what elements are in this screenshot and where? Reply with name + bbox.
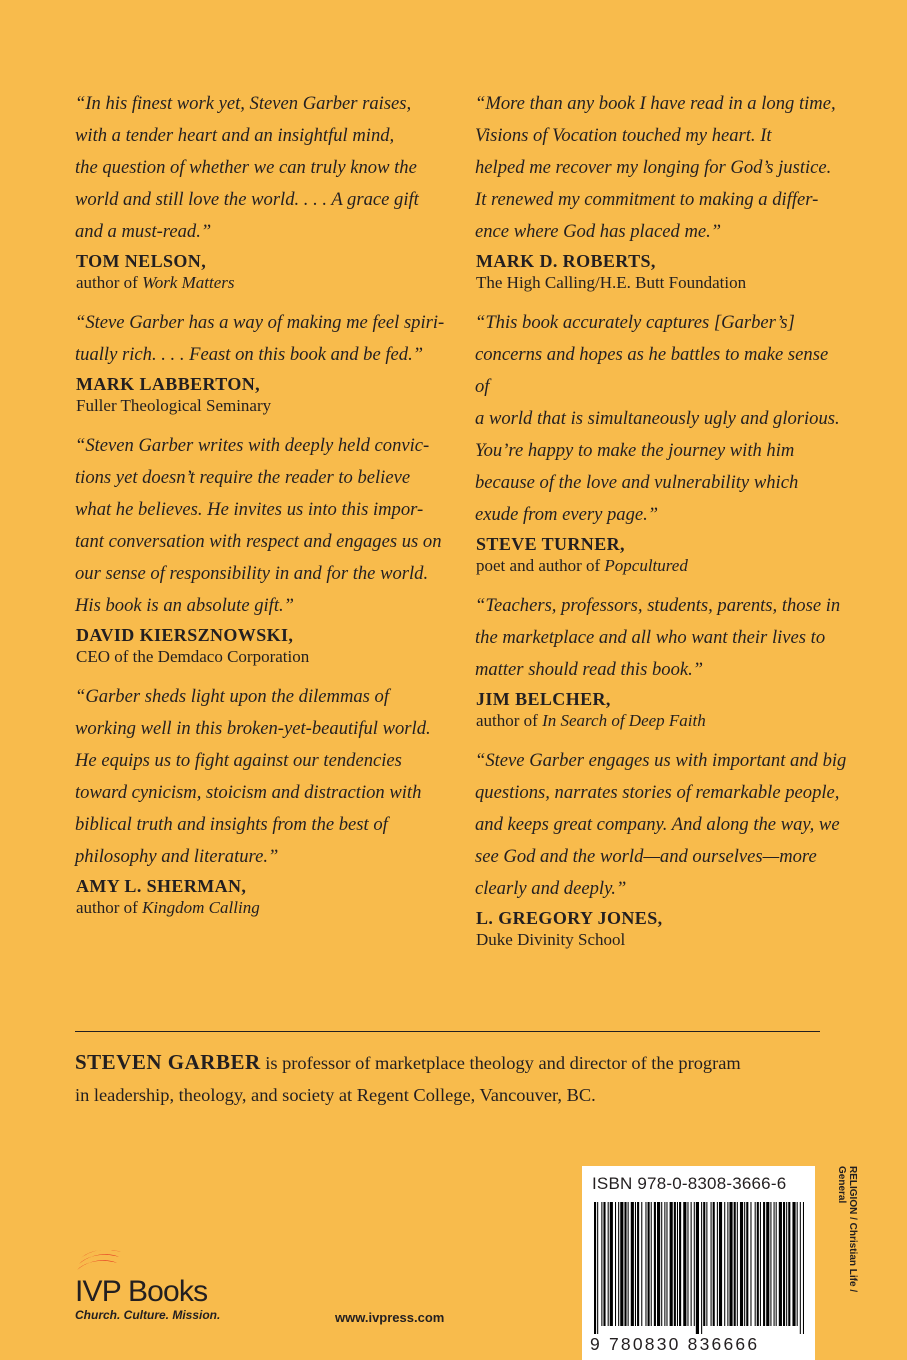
barcode-bar: [615, 1202, 616, 1326]
quote-line: “Steve Garber has a way of making me feel spiri-: [75, 312, 445, 333]
quote-line: His book is an absolute gift.”: [75, 595, 295, 616]
affiliation-book-title: In Search of Deep Faith: [542, 711, 706, 730]
barcode-bar: [774, 1202, 775, 1326]
category-label: [836, 1166, 858, 1292]
barcode-bar: [729, 1202, 732, 1326]
endorsement-quote: [75, 88, 447, 248]
barcode-bar: [674, 1202, 676, 1326]
barcode-bar: [618, 1202, 619, 1326]
barcode-bar: [740, 1202, 743, 1326]
quote-line: our sense of responsibility in and for the world.: [75, 563, 429, 584]
endorser-name: TOM NELSON,: [76, 251, 207, 271]
barcode-bar: [637, 1202, 639, 1326]
blurbs-right-column: [475, 88, 847, 964]
endorser-name: JIM BELCHER,: [476, 689, 611, 709]
endorsement-quote: [475, 88, 847, 248]
endorser-affiliation: [75, 897, 447, 918]
ean-number: 9 780830 836666: [590, 1334, 760, 1354]
publisher-logo: [75, 1250, 220, 1322]
barcode-bar: [750, 1202, 751, 1326]
barcode-bar: [713, 1202, 715, 1326]
barcode-bar: [608, 1202, 609, 1326]
endorser-name: MARK LABBERTON,: [76, 374, 261, 394]
barcode-bar: [803, 1202, 804, 1334]
author-name: STEVEN GARBER: [75, 1050, 261, 1074]
affiliation-text: author of: [76, 898, 143, 917]
author-bio: [75, 1046, 835, 1111]
endorsement: [75, 681, 447, 918]
quote-line: and a must-read.”: [75, 221, 212, 242]
quote-line: questions, narrates stories of remarkable people,: [475, 782, 840, 803]
publisher-name: IVP Books: [75, 1275, 208, 1308]
quote-line: “This book accurately captures [Garber’s]: [475, 312, 795, 333]
barcode-bar: [683, 1202, 686, 1326]
quote-line: It renewed my commitment to making a differ-: [475, 189, 819, 210]
barcode-bar: [788, 1202, 790, 1326]
quote-line: the marketplace and all who want their lives to: [475, 627, 826, 648]
barcode-panel: [582, 1166, 815, 1360]
affiliation-text: Fuller Theological Seminary: [76, 396, 272, 415]
endorsement-quote: [75, 307, 447, 371]
endorsement: [475, 590, 847, 731]
barcode-bar: [746, 1202, 748, 1326]
endorser-name: AMY L. SHERMAN,: [76, 876, 247, 896]
endorser-affiliation: [75, 272, 447, 293]
affiliation-text: CEO of the Demdaco Corporation: [76, 647, 310, 666]
barcode-bar: [628, 1202, 629, 1326]
quote-line: and keeps great company. And along the way, we: [475, 814, 840, 835]
blurbs-left-column: [75, 88, 447, 932]
barcode-bar: [694, 1202, 695, 1326]
quote-line: because of the love and vulnerability which: [475, 472, 799, 493]
affiliation-text: Duke Divinity School: [476, 930, 626, 949]
barcode-bar: [766, 1202, 769, 1326]
endorser-affiliation: [475, 710, 847, 731]
barcode-bar: [776, 1202, 777, 1326]
quote-line: tant conversation with respect and engages us on: [75, 531, 442, 552]
affiliation-book-title: Work Matters: [142, 273, 235, 292]
barcode-bar: [786, 1202, 787, 1326]
affiliation-book-title: Kingdom Calling: [142, 898, 260, 917]
bio-text-line2: in leadership, theology, and society at Regent College, Vancouver, BC.: [75, 1085, 596, 1105]
barcode-bar: [597, 1202, 598, 1334]
quote-line: see God and the world—and ourselves—more: [475, 846, 817, 867]
quote-line: clearly and deeply.”: [475, 878, 627, 899]
barcode-bar: [610, 1202, 613, 1326]
barcode-bar: [687, 1202, 688, 1326]
barcode-bar: [792, 1202, 795, 1326]
barcode-bar: [711, 1202, 712, 1326]
barcode-bar: [760, 1202, 761, 1326]
quote-line: Visions of Vocation touched my heart. It: [475, 125, 772, 146]
barcode-bar: [691, 1202, 692, 1326]
quote-line: philosophy and literature.”: [75, 846, 279, 867]
affiliation-text: author of: [476, 711, 543, 730]
barcode-bar: [645, 1202, 646, 1326]
barcode-bar: [706, 1202, 707, 1326]
quote-line: what he believes. He invites us into this impor-: [75, 499, 424, 520]
barcode-bar: [666, 1202, 667, 1326]
quote-line: matter should read this book.”: [475, 659, 704, 680]
endorsement: [475, 745, 847, 950]
endorser-name: L. GREGORY JONES,: [476, 908, 663, 928]
quote-line: with a tender heart and an insightful mind,: [75, 125, 395, 146]
bio-text-line1: is professor of marketplace theology and director of the program: [260, 1053, 741, 1073]
barcode-bar: [594, 1202, 596, 1334]
isbn-label: ISBN 978-0-8308-3666-6: [592, 1174, 787, 1193]
quote-line: helped me recover my longing for God’s justice.: [475, 157, 832, 178]
ivp-flame-icon: [75, 1250, 131, 1274]
barcode-bar: [635, 1202, 636, 1326]
barcode-bar: [620, 1202, 623, 1326]
endorser-affiliation: [75, 395, 447, 416]
barcode-bar: [800, 1202, 801, 1334]
barcode-bar: [603, 1202, 605, 1326]
barcode-bar: [717, 1202, 718, 1326]
endorser-affiliation: [75, 646, 447, 667]
endorsement: [475, 307, 847, 576]
endorsement: [75, 307, 447, 416]
endorser-name: MARK D. ROBERTS,: [476, 251, 656, 271]
quote-line: “Garber sheds light upon the dilemmas of: [75, 686, 390, 707]
quote-line: ence where God has placed me.”: [475, 221, 722, 242]
quote-line: tually rich. . . . Feast on this book and be fed.”: [75, 344, 424, 365]
barcode-bar: [679, 1202, 681, 1326]
barcode-bar: [763, 1202, 765, 1326]
barcode-bar: [677, 1202, 678, 1326]
quote-line: “More than any book I have read in a long time,: [475, 93, 836, 114]
barcode-bar: [601, 1202, 602, 1326]
endorser-name: STEVE TURNER,: [476, 534, 625, 554]
quote-line: “Steven Garber writes with deeply held convic-: [75, 435, 430, 456]
barcode-bar: [654, 1202, 656, 1326]
endorsement-quote: [475, 307, 847, 531]
barcode-bar: [651, 1202, 652, 1326]
endorser-affiliation: [475, 555, 847, 576]
endorsement-quote: [475, 590, 847, 686]
barcode-bar: [755, 1202, 756, 1326]
category-line2: General: [836, 1166, 847, 1204]
endorsement-quote: [75, 430, 447, 622]
barcode-bar: [701, 1202, 702, 1334]
barcode-bar: [783, 1202, 785, 1326]
barcode-bar: [727, 1202, 728, 1326]
endorser-affiliation: [475, 272, 847, 293]
affiliation-text: poet and author of: [476, 556, 605, 575]
barcode-bar: [641, 1202, 642, 1326]
endorsement: [475, 88, 847, 293]
quote-line: He equips us to fight against our tendencies: [75, 750, 402, 771]
endorsement: [75, 430, 447, 667]
barcode-bar: [648, 1202, 650, 1326]
quote-line: “Teachers, professors, students, parents, those in: [475, 595, 841, 616]
quote-line: toward cynicism, stoicism and distraction with: [75, 782, 422, 803]
barcode-bar: [744, 1202, 745, 1326]
endorser-affiliation: [475, 929, 847, 950]
barcode-bar: [703, 1202, 705, 1326]
affiliation-book-title: Popcultured: [604, 556, 688, 575]
barcode-bar: [770, 1202, 771, 1326]
quote-line: “In his finest work yet, Steven Garber raises,: [75, 93, 412, 114]
category-line1: RELIGION / Christian Life /: [847, 1166, 858, 1293]
barcode-bar: [664, 1202, 665, 1326]
barcode-bar: [797, 1202, 798, 1326]
publisher-website: www.ivpress.com: [335, 1310, 445, 1325]
barcode-bar: [724, 1202, 725, 1326]
quote-line: concerns and hopes as he battles to make sense of: [475, 344, 829, 397]
barcode-bars: [592, 1202, 805, 1334]
barcode-bar: [624, 1202, 626, 1326]
barcode-bar: [657, 1202, 660, 1326]
affiliation-text: author of: [76, 273, 143, 292]
quote-line: “Steve Garber engages us with important and big: [475, 750, 847, 771]
quote-line: tions yet doesn’t require the reader to believe: [75, 467, 411, 488]
quote-line: You’re happy to make the journey with him: [475, 440, 795, 461]
endorsement-quote: [475, 745, 847, 905]
quote-line: the question of whether we can truly know the: [75, 157, 417, 178]
quote-line: biblical truth and insights from the best of: [75, 814, 388, 835]
publisher-tagline: Church. Culture. Mission.: [75, 1308, 221, 1322]
endorsement: [75, 88, 447, 293]
barcode-bar: [779, 1202, 782, 1326]
barcode-bar: [670, 1202, 673, 1326]
quote-line: a world that is simultaneously ugly and glorious.: [475, 408, 840, 429]
quote-line: world and still love the world. . . . A grace gift: [75, 189, 419, 210]
barcode-bar: [631, 1202, 634, 1326]
barcode-bar: [737, 1202, 738, 1326]
quote-line: working well in this broken-yet-beautiful world.: [75, 718, 431, 739]
barcode-bar: [696, 1202, 699, 1334]
divider-rule: [75, 1031, 820, 1032]
endorsement-quote: [75, 681, 447, 873]
affiliation-text: The High Calling/H.E. Butt Foundation: [476, 273, 747, 292]
quote-line: exude from every page.”: [475, 504, 659, 525]
barcode-bar: [661, 1202, 662, 1326]
barcode-bar: [734, 1202, 736, 1326]
barcode-bar: [719, 1202, 722, 1326]
barcode-bar: [757, 1202, 759, 1326]
endorser-name: DAVID KIERSZNOWSKI,: [76, 625, 294, 645]
